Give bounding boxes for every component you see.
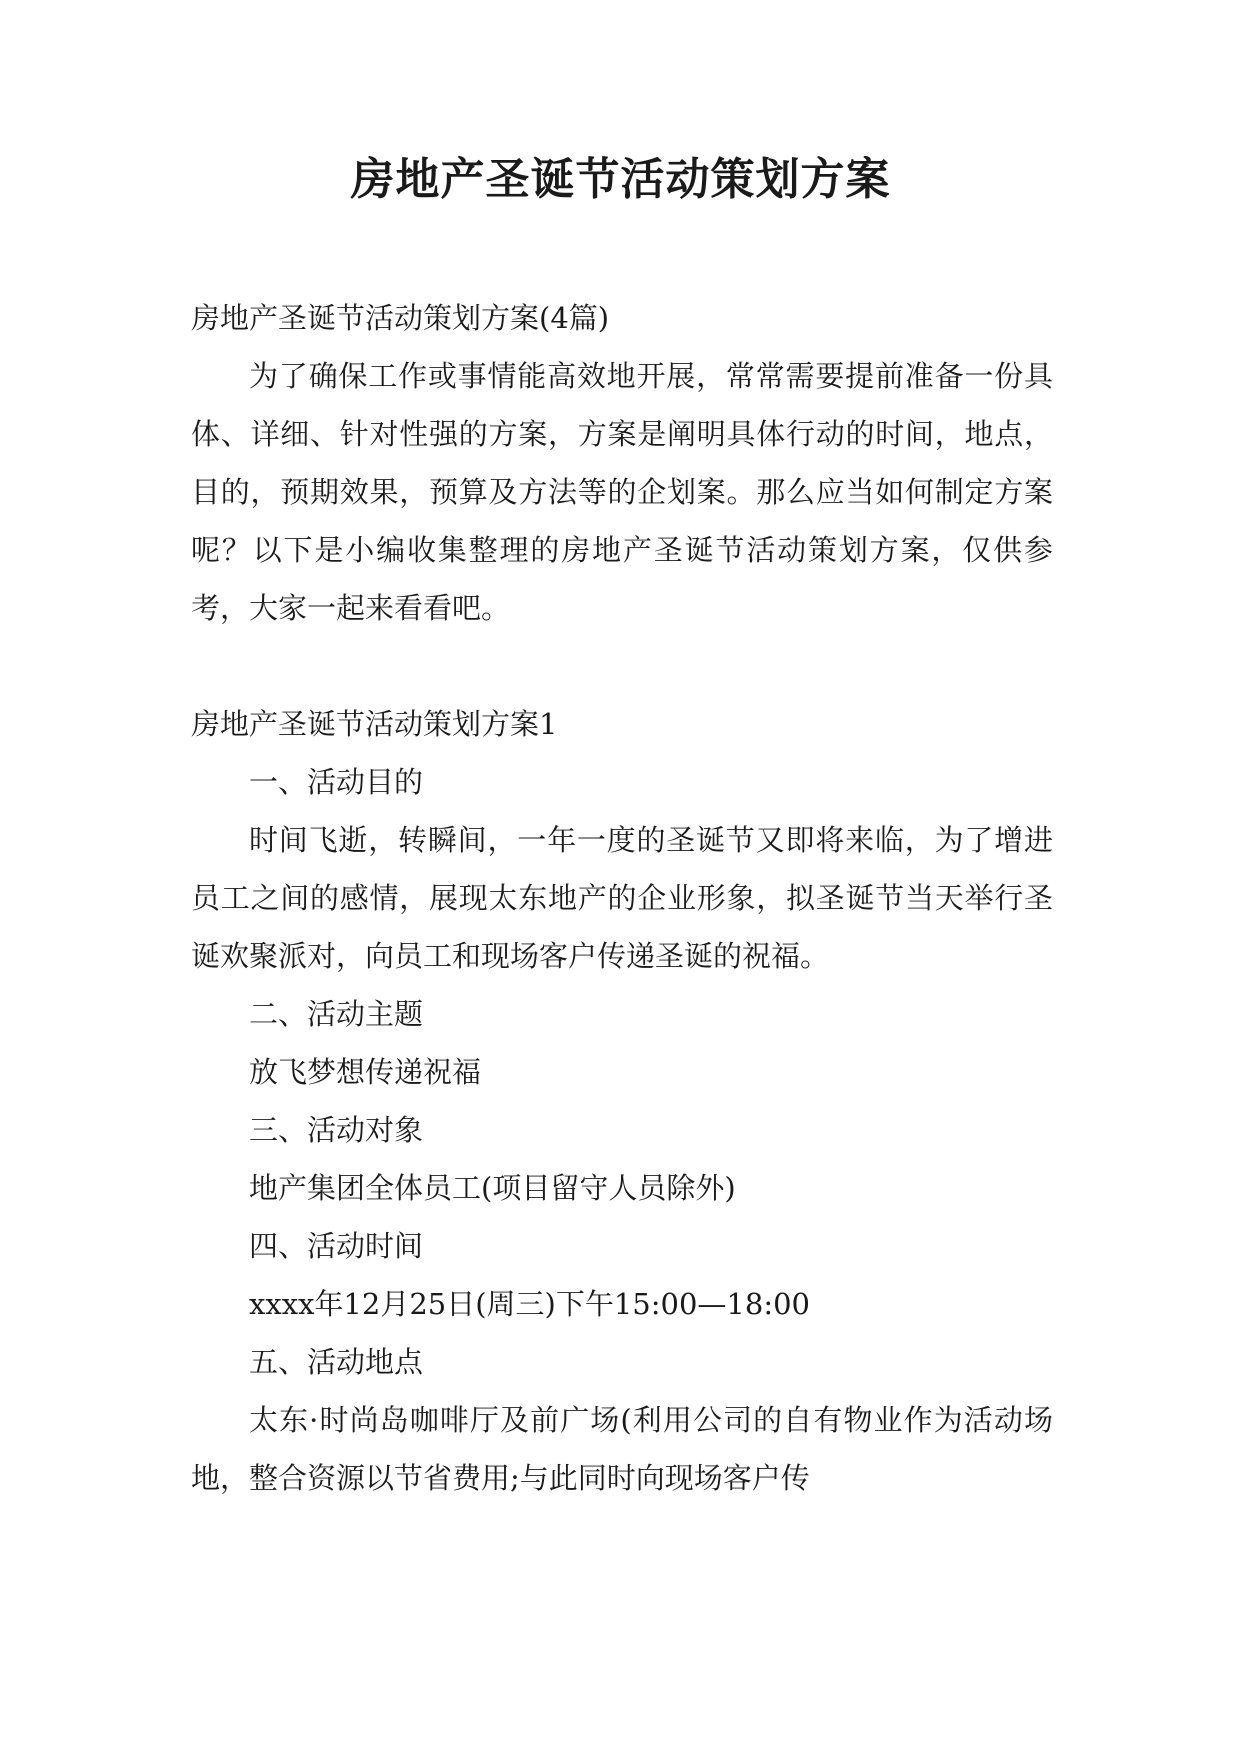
section-item-heading-theme: 二、活动主题 bbox=[249, 997, 424, 1031]
paragraph-spacer bbox=[191, 637, 1053, 695]
section-item-heading-location: 五、活动地点 bbox=[249, 1345, 424, 1379]
document-title: 房地产圣诞节活动策划方案 bbox=[350, 154, 891, 205]
audience-paragraph: 地产集团全体员工(项目留守人员除外) bbox=[249, 1171, 736, 1205]
theme-paragraph: 放飞梦想传递祝福 bbox=[249, 1055, 482, 1089]
section-heading: 房地产圣诞节活动策划方案1 bbox=[191, 707, 558, 741]
section-item-heading-audience: 三、活动对象 bbox=[249, 1113, 424, 1147]
document-body bbox=[191, 289, 1053, 1507]
section-item-heading-purpose: 一、活动目的 bbox=[249, 765, 424, 799]
purpose-paragraph: 时间飞逝，转瞬间，一年一度的圣诞节又即将来临，为了增进员工之间的感情，展现太东地产的企业形象，拟圣诞节当天举行圣诞欢聚派对，向员工和现场客户传递圣诞的祝福。 bbox=[191, 823, 1053, 973]
intro-paragraph: 为了确保工作或事情能高效地开展，常常需要提前准备一份具体、详细、针对性强的方案，方案是阐明具体行动的时间，地点，目的，预期效果，预算及方法等的企划案。那么应当如何制定方案呢？以下是小编收集整理的房地产圣诞节活动策划方案，仅供参考，大家一起来看看吧。 bbox=[191, 359, 1053, 625]
time-paragraph: xxxx年12月25日(周三)下午15:00—18:00 bbox=[249, 1287, 810, 1321]
document-subtitle: 房地产圣诞节活动策划方案(4篇) bbox=[191, 301, 610, 335]
section-item-heading-time: 四、活动时间 bbox=[249, 1229, 424, 1263]
location-paragraph: 太东·时尚岛咖啡厅及前广场(利用公司的自有物业作为活动场地，整合资源以节省费用;与此同时向现场客户传 bbox=[191, 1403, 1053, 1495]
